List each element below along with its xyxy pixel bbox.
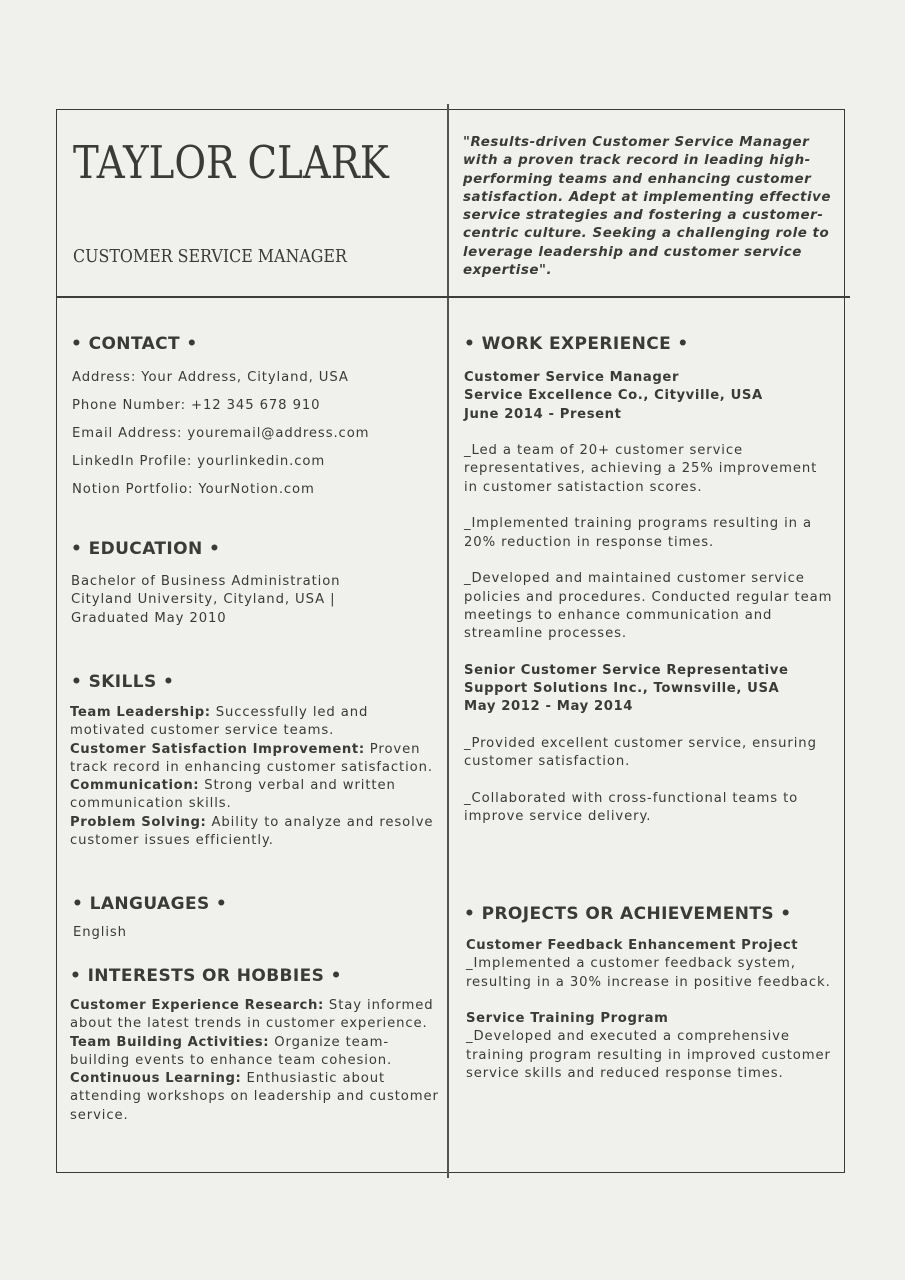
language-item: English	[73, 925, 127, 940]
interest-text: Enthusiastic about attending workshops on leadership and customer service.	[70, 1071, 439, 1123]
contact-linkedin: LinkedIn Profile: yourlinkedin.com	[72, 454, 326, 469]
contact-heading: • CONTACT •	[71, 334, 198, 354]
skills-heading: • SKILLS •	[71, 672, 175, 692]
skill-label: Team Leadership:	[70, 705, 211, 720]
skill-text: Successfully led and motivated customer service teams.	[70, 705, 369, 739]
skill-item	[70, 741, 442, 778]
interests-heading: • INTERESTS OR HOBBIES •	[70, 966, 342, 986]
skill-text: Strong verbal and written communication skills.	[70, 778, 396, 812]
skill-item	[70, 777, 442, 814]
contact-address: Address: Your Address, Cityland, USA	[72, 370, 349, 385]
skill-label: Communication:	[70, 778, 200, 794]
skill-label: Customer Satisfaction Improvement:	[70, 741, 365, 757]
education-degree: Bachelor of Business Administration	[71, 574, 341, 589]
job-bullet: _Collaborated with cross-functional teams to improve service delivery.	[464, 790, 799, 825]
interest-label: Customer Experience Research:	[70, 998, 324, 1013]
skill-item	[70, 814, 442, 851]
interest-item	[70, 1070, 442, 1125]
project-entry	[466, 937, 834, 992]
job-bullet: _Led a team of 20+ customer service representatives, achieving a 25% improvement in customer satistaction scores.	[464, 443, 818, 495]
interest-item	[70, 1034, 442, 1071]
job-company: Support Solutions Inc., Townsville, USA	[464, 681, 780, 697]
interests-list	[70, 997, 442, 1125]
skill-text: Ability to analyze and resolve customer issues efficiently.	[70, 814, 434, 849]
column-divider	[447, 104, 449, 1178]
job-bullet: _Implemented training programs resulting in a 20% reduction in response times.	[464, 516, 812, 550]
candidate-name: TAYLOR CLARK	[73, 136, 389, 189]
interest-label: Team Building Activities:	[70, 1034, 270, 1050]
work-heading: • WORK EXPERIENCE •	[464, 334, 689, 354]
languages-list	[73, 924, 443, 942]
job-company: Service Excellence Co., Cityville, USA	[464, 388, 763, 404]
education-graduation: Graduated May 2010	[71, 610, 227, 626]
contact-email: Email Address: youremail@address.com	[72, 426, 370, 441]
job-bullet: _Provided excellent customer service, ensuring customer satisfaction.	[464, 735, 817, 770]
contact-phone: Phone Number: +12 345 678 910	[72, 398, 321, 413]
contact-list	[72, 369, 442, 509]
education-school: Cityland University, Cityland, USA |	[71, 592, 336, 608]
job-title: Senior Customer Service Representative	[464, 662, 789, 678]
skill-item	[70, 704, 442, 741]
job-bullet: _Developed and maintained customer service policies and procedures. Conducted regular team meetings to enhance communication and streamline processes.	[464, 571, 833, 642]
education-heading: • EDUCATION •	[71, 539, 221, 559]
project-description: _Developed and executed a comprehensive training program resulting in improved customer service skills and reduced response times.	[466, 1029, 831, 1082]
languages-heading: • LANGUAGES •	[72, 894, 228, 914]
job-dates: May 2012 - May 2014	[464, 699, 634, 715]
project-description: _Implemented a customer feedback system, resulting in a 30% increase in positive feedback.	[466, 956, 831, 990]
header-divider	[56, 296, 850, 298]
interest-text: Stay informed about the latest trends in customer experience.	[70, 998, 434, 1032]
job-title: Customer Service Manager	[464, 370, 680, 385]
interest-item	[70, 997, 442, 1034]
job-dates: June 2014 - Present	[464, 406, 622, 422]
contact-portfolio: Notion Portfolio: YourNotion.com	[72, 482, 315, 497]
projects-heading: • PROJECTS OR ACHIEVEMENTS •	[464, 904, 792, 924]
project-entry	[466, 1010, 834, 1083]
projects-list	[466, 937, 834, 1083]
work-list	[464, 369, 834, 826]
interest-label: Continuous Learning:	[70, 1071, 242, 1087]
profile-summary: "Results-driven Customer Service Manager with a proven track record in leading high-performing teams and enhancing customer satisfaction. Adept at implementing effective service strategies and fostering a customer-centric culture. Seeking a challenging role to leverage leadership and customer service expertise".	[463, 135, 832, 279]
job-entry	[464, 662, 834, 827]
job-entry	[464, 369, 834, 643]
skill-label: Problem Solving:	[70, 814, 207, 830]
skills-list	[70, 704, 442, 850]
project-name: Service Training Program	[466, 1011, 669, 1027]
education-details	[71, 573, 441, 628]
interest-text: Organize team-building events to enhance team cohesion.	[70, 1034, 393, 1068]
candidate-role: CUSTOMER SERVICE MANAGER	[73, 246, 347, 267]
skill-text: Proven track record in enhancing customer satisfaction.	[70, 741, 433, 775]
project-name: Customer Feedback Enhancement Project	[466, 938, 799, 953]
